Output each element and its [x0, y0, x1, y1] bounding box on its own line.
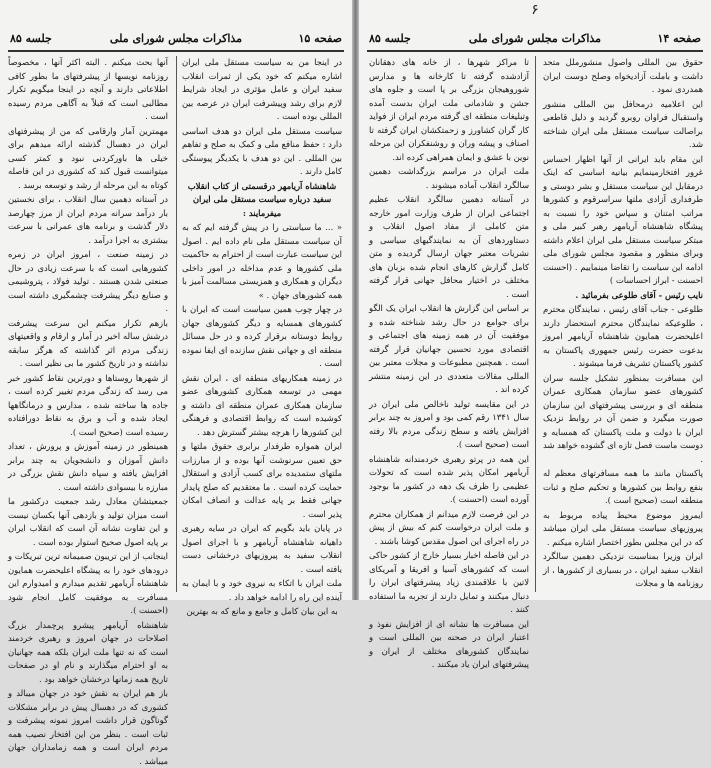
- paragraph: این مسافرت بمنظور تشکیل جلسه سران کشورهای عضو سازمان همکاری عمران منطقه ای و بررسی پیشرفتهای این سازمان صورت میگیرد و ضمن آن در روابط نزدیک ایران با دولت و ملت پاکستان که همسایه و دوست ماست فصل تازه ای گشوده خواهد شد .: [543, 372, 703, 464]
- header-rule: [8, 50, 344, 52]
- paragraph: همینطور در زمینه آموزش و پرورش ، تعداد دانش آموزان و دانشجویان به چند برابر افزایش یافته و سپاه دانش نقش بزرگی در مبارزه با بیسوادی داشته است .: [8, 441, 168, 492]
- paragraph: تا مراکز شهرها ، از خانه های دهقانان آزادشده گرفته تا کارخانه ها و مدارس شوروهیجان بزرگی بر پا است و جلوه های جشن و شادمانی ملت ایران بدست آمده وتبلیغات منطقه ای گرفته مردم ایران از فواید کار گران کشاورز و زحمتکشان ایران گرفته تا اصناف و پیشه وران و روشنفکران این مرحله نوین با عشق و ایمان همراهی کرده اند.: [369, 57, 529, 162]
- paragraph: در این مقایسه تولید ناخالص ملی ایران در سال ۱۳۴۱ رقم کمی بود و امروز به چند برابر افزایش یافته و سطح زندگی مردم بالا رفته است (صحیح است ).: [369, 398, 529, 449]
- paragraph: بر اساس این گزارش ها انقلاب ایران یک الگو برای جوامع در حال رشد شناخته شده و موفقیت آن در همه زمینه های اجتماعی و اقتصادی مورد تحسین جهانیان قرار گرفته است . همچنین مطبوعات و مجلات معتبر بین المللی مقالات متعددی در این زمینه منتشر کرده اند .: [369, 303, 529, 394]
- running-title: مذاکرات مجلس شورای ملی: [109, 32, 243, 45]
- paragraph: ملت ایران با اتکاء به نیروی خود و با ایمان به آینده این راه را ادامه خواهد داد .: [182, 578, 342, 602]
- paragraph: این اعلامیه درمحافل بین المللی منشور واستقبال فراوان روبرو گردید و دلیل قاطعی براصالت سیاست مستقل ملی ایران شناخته شد.: [543, 98, 703, 149]
- page-top-mark: ۶: [531, 2, 539, 18]
- paragraph: در زمینه صنعت ، امروز ایران در زمره کشورهایی است که با سرعت زیادی در حال صنعتی شدن هستند . تولید فولاد ، پتروشیمی و صنایع دیگر پیشرفت چشمگیری داشته است .: [8, 249, 168, 313]
- paragraph: این همه در پرتو رهبری خردمندانه شاهنشاه آریامهر امکان پذیر شده است که تحولات عظیمی را ظرف یک دهه در کشور ما بوجود آورده است (احسنت ).: [369, 453, 529, 504]
- paragraph: پاکستان مانند ما همه مسافرتهای معظم له بنفع روابط بین کشورها و تحکیم صلح و ثبات منطقه است (صحیح است ).: [543, 468, 703, 505]
- running-title: مذاکرات مجلس شورای ملی: [468, 32, 602, 45]
- session-label: جلسه ۸۵: [10, 32, 52, 45]
- paragraph: « ... ما سیاستی را در پیش گرفته ایم که به آن سیاست مستقل ملی نام داده ایم . اصول این سیاست عبارت است از احترام به حاکمیت ملی کشورها و عدم مداخله در امور داخلی دیگران و همکاری و همزیستی مسالمت آمیز با همه کشورهای جهان . »: [182, 222, 342, 300]
- paragraph: بازهم تکرار میکنم این سرعت پیشرفت درشش ساله اخیر در آمار و ارقام و واقعیتهای زندگی مردم اثر گذاشته که هرگز سابقه نداشته و در تاریخ کشور ما بی نظیر است .: [8, 317, 168, 368]
- paragraph: در این فرصت لازم میدانم از همکاران محترم و ملت ایران درخواست کنم که بیش از پیش در راه اجرای این اصول مقدس کوشا باشند .: [369, 508, 529, 546]
- text-column-left: [369, 56, 529, 669]
- paragraph: در آستانه دهمین سال انقلاب ، برای نخستین بار درآمد سرانه مردم ایران از مرز چهارصد دلار گذشت و برنامه های عمرانی با سرعت بیشتری به اجرا درآمد .: [8, 194, 168, 245]
- subheading: شاهنشاه آریامهر درقسمتی از کتاب انقلاب سفید درباره سیاست مستقل ملی ایران میفرمایند :: [187, 180, 337, 218]
- paragraph: در زمینه همکاریهای منطقه ای ، ایران نقش مهمی در توسعه همکاری کشورهای عضو سازمان همکاری عمران منطقه ای داشته و کوشیده است که روابط اقتصادی و فرهنگی این کشورها را هرچه بیشتر گسترش دهد .: [182, 372, 342, 437]
- paragraph: این مسافرت ها نشانه ای از افزایش نفوذ و اعتبار ایران در صحنه بین المللی است و نمایندگان کشورهای مختلف از ایران و پیشرفتهای ایران یاد میکنند .: [369, 618, 529, 669]
- session-label: جلسه ۸۵: [369, 32, 411, 45]
- book-gutter: [352, 0, 359, 600]
- paragraph: طلوعی - جناب آقای رئیس ، نمایندگان محترم ، طلوعیکه نمایندگان محترم استحضار دارند اعلیحضرت همایون شاهنشاه آریامهر امروز بدعوت حضرت رئیس جمهوری پاکستان به کشور پاکستان تشریف فرما میشوند .: [543, 304, 703, 368]
- paragraph: آنها بحث میکنم . البته اکثر آنها ، مخصوصاً روزنامه نویسها از پیشرفتهای ما بطور کافی اطلاعاتی دارند و آنچه در اینجا میگویم تکرار مطالبی است که قبلاً به آگاهی مردم رسیده است .: [8, 57, 168, 121]
- speaker-line: نایب رئیس - آقای طلوعی بفرمائید .: [575, 289, 703, 300]
- paragraph: مهمترین آمار وارقامی که من از پیشرفتهای ایران در دهسال گذشته ارائه میدهم برای خیلی ها باورکردنی نبود و کمتر کسی میتوانست قبول کند که کشوری در این فاصله کوتاه به این مرحله از رشد و توسعه برسد .: [8, 125, 168, 190]
- text-column-right: [543, 56, 703, 596]
- header-rule: [367, 50, 703, 52]
- paragraph: شاهنشاه آریامهر پیشرو پرچمدار بزرگ اصلاحات در جهان امروز و رهبری خردمند است که نه تنها ملت ایران بلکه همه جهانیان به او احترام میگذارند و نام او در صفحات تاریخ همه زمانها درخشان خواهد بود .: [8, 619, 168, 684]
- paragraph: ایمروز موضوع محیط پیاده مربوط به پیروزیهای سیاست مستقل ملی ایران میباشد که در این مجلس بطور اختصار اشاره میکنم .: [543, 509, 703, 547]
- closing-line: به این بیان کامل و جامع و مانع که به بهترین: [186, 606, 338, 616]
- paragraph: سیاست مستقل ملی ایران دو هدف اساسی دارد : حفظ منافع ملی و کمک به صلح و تفاهم بین المللی . این دو هدف با یکدیگر پیوستگی کامل دارند .: [182, 125, 342, 176]
- text-column-right: [182, 56, 342, 616]
- right-page: [359, 0, 711, 669]
- page-number-label: صفحه ۱۵: [298, 32, 342, 45]
- paragraph: جمعیتشان معادل رشد جمعیت درکشور ما است میزان تولید و بازدهی آنها یکسان نیست و این تفاوت نشانه آن است که انقلاب ایران بر پایه اصول صحیح استوار بوده است .: [8, 496, 168, 547]
- page-number-label: صفحه ۱۴: [657, 32, 701, 45]
- paragraph: اینجانب از این تریبون صمیمانه ترین تبریکات و درودهای خود را به پیشگاه اعلیحضرت همایون شاهنشاه آریامهر تقدیم میدارم و امیدوارم این مسافرت به موفقیت کامل انجام شود (احسنت ).: [8, 551, 168, 615]
- paragraph: ایران همواره طرفدار برابری حقوق ملتها و حق تعیین سرنوشت آنها بوده و از مبارزات ملتهای ستمدیده برای کسب آزادی و استقلال حمایت کرده است . ما معتقدیم که صلح پایدار جهانی فقط بر پایه عدالت و انصاف امکان پذیر است .: [182, 441, 342, 519]
- column-divider: [176, 56, 177, 592]
- paragraph: از شهرها روستاها و دورترین نقاط کشور خبر می رسد که زندگی مردم تغییر کرده است ، جاده ها ساخته شده ، مدارس و درمانگاهها ایجاد شده و آب و برق به نقاط دورافتاده رسیده است (صحیح است ).: [8, 372, 168, 437]
- paragraph: در اینجا من به سیاست مستقل ملی ایران اشاره میکنم که خود یکی از ثمرات انقلاب سفید ایران و عامل مؤثری در ایجاد شرایط لازم برای رشد وپیشرفت ایران در عرصه بین المللی بوده است .: [182, 57, 342, 121]
- left-page: [0, 0, 352, 766]
- left-page-header: [10, 32, 342, 48]
- right-page-header: [369, 32, 701, 48]
- paragraph: در آستانه دهمین سالگرد انقلاب عظیم اجتماعی ایران از طرف وزارت امور خارجه متن کاملی از مفاد اصول انقلاب و دستاوردهای آن به نمایندگیهای سیاسی و نشریات معتبر جهان ارسال گردیده و متن کامل گزارش کارهای انجام شده بزبان های مختلف در اختیار محافل جهانی قرار گرفته است .: [369, 194, 529, 299]
- paragraph: ایران وزیرا بمناسبت نزدیکی دهمین سالگرد انقلاب سفید ایران ، در بسیاری از کشورها ، از روزنامه ها و مجلات: [543, 551, 703, 588]
- paragraph: در پایان باید بگویم که ایران در سایه رهبری داهیانه شاهنشاه آریامهر و با اجرای اصول انقلاب سفید به پیروزیهای درخشانی دست یافته است .: [182, 523, 342, 574]
- paragraph: ملت ایران در مراسم بزرگداشت دهمین سالگرد انقلاب آماده میشوند .: [369, 166, 529, 190]
- paragraph: در این فاصله اخبار بسیار خارج از کشور حاکی است که کشورهای آسیا و افریقا و آمریکای لاتین با علاقمندی زیاد پیشرفتهای ایران را دنبال میکنند و تمایل دارند از تجربه ما استفاده کنند .: [369, 550, 529, 614]
- paragraph: حقوق بین المللی واصول منشورملل متحد داشت و باملت آزادیخواه وصلح دوست ایران همدردی نمود .: [543, 57, 703, 94]
- column-divider: [535, 56, 536, 592]
- paragraph: در چهار چوب همین سیاست است که ایران با کشورهای همسایه و دیگر کشورهای جهان روابط دوستانه برقرار کرده و در حل مسائل منطقه ای و جهانی نقش سازنده ای ایفا نموده است .: [182, 304, 342, 368]
- text-column-left: [8, 56, 168, 766]
- paragraph: باز هم ایران به نقش خود در جهان میبالد و کشوری که در دهسال پیش در برابر مشکلات گوناگون قرار داشت امروز نمونه پیشرفت و ثبات است . بنظر من این افتخار نصیب همه مردم ایران است و همه زمامداران جهان میباشد .: [8, 688, 168, 766]
- paragraph: این مقام باید ایرانی از آنها اظهار احساس غرور افتخارمینمایم بیانیه اساسی که اینک درمقابل این سیاست مستقل و بشر دوستی و طرفداری آزادی ملتها سراسرقوم و کشورها مراتب امتنان و سپاس خود را نسبت به پیشگاه شاهنشاه آریامهر رهبر کبیر ملی و مبتکر سیاست مستقل ملی ایران اعلام داشته وبرای منظور و مقصود مجلس شورای ملی ادامه این سیاست را تقاضا مینماییم . (احسنت احسنت - ابراز احساسات ): [543, 153, 703, 285]
